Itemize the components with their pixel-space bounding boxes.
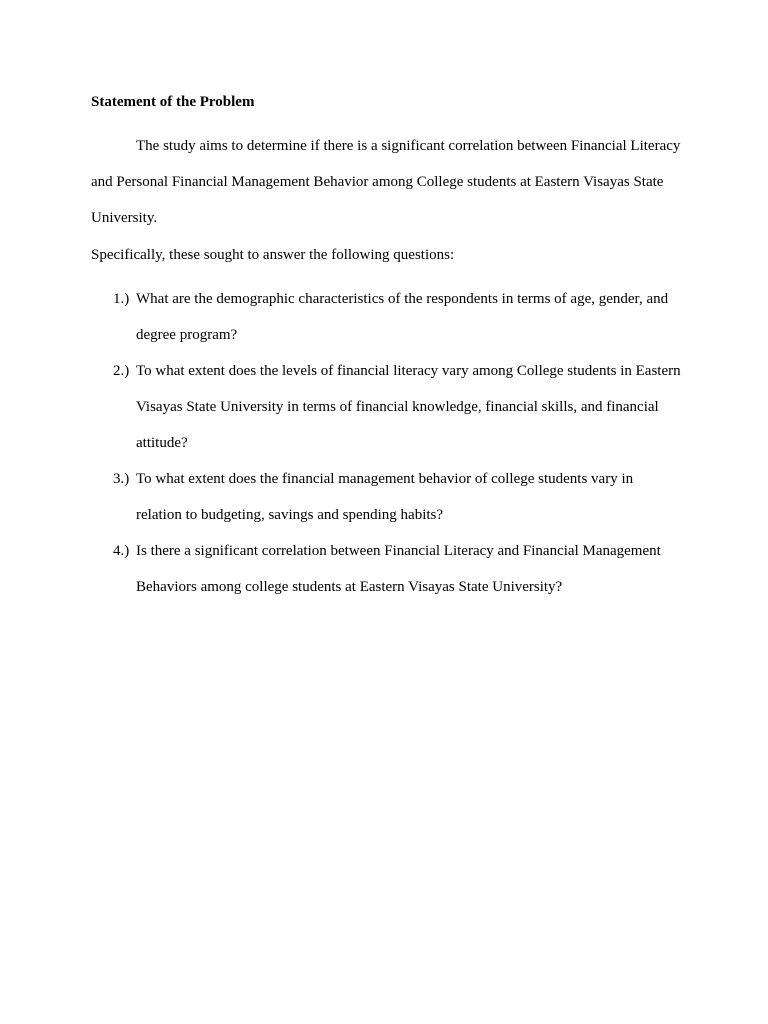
- intro-paragraph: The study aims to determine if there is a significant correlation between Financial Literacy and Personal Financial Management Behavior among College students at Eastern Visayas State University.: [91, 138, 681, 226]
- question-item: [91, 533, 681, 605]
- research-questions-list: [91, 281, 681, 605]
- question-text: What are the demographic characteristics of the respondents in terms of age, gender, and degree program?: [136, 291, 669, 343]
- lead-paragraph: Specifically, these sought to answer the following questions:: [91, 247, 455, 263]
- section-heading: Statement of the Problem: [91, 94, 255, 110]
- question-item: [91, 353, 681, 461]
- question-text: To what extent does the financial management behavior of college students vary in relation to budgeting, savings and spending habits?: [136, 471, 634, 523]
- question-text: To what extent does the levels of financial literacy vary among College students in Eastern Visayas State University in terms of financial knowledge, financial skills, and financial attitude?: [136, 363, 681, 451]
- question-number: 3.): [113, 471, 130, 487]
- question-number: 1.): [113, 291, 130, 307]
- question-number: 2.): [113, 363, 130, 379]
- question-number: 4.): [113, 543, 130, 559]
- question-item: [91, 461, 681, 533]
- question-item: [91, 281, 681, 353]
- question-text: Is there a significant correlation between Financial Literacy and Financial Management Behaviors among college students at Eastern Visayas State University?: [136, 543, 661, 595]
- document-body: [91, 92, 681, 605]
